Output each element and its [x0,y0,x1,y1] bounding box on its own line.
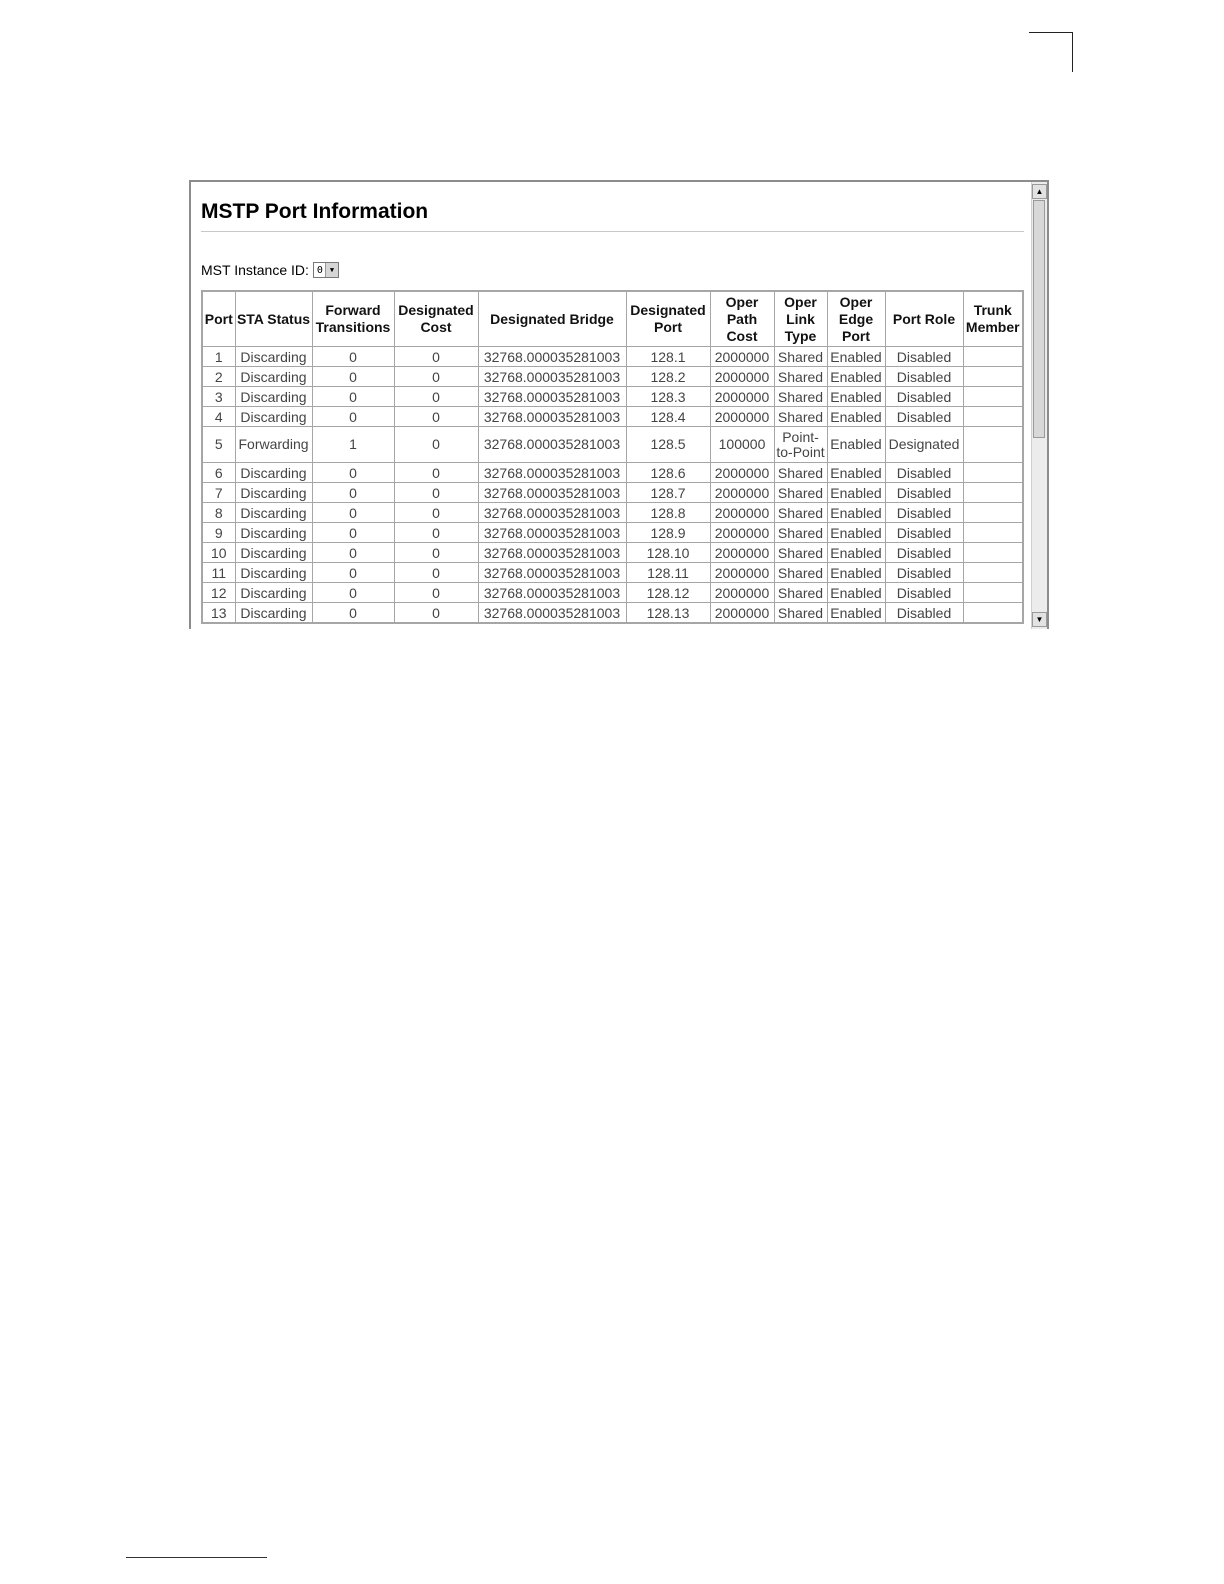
table-cell: Disabled [885,367,963,387]
title-divider [201,231,1024,232]
table-row [202,543,1023,563]
column-header: Oper Link Type [774,291,827,347]
table-row [202,563,1023,583]
table-cell: Discarding [235,563,312,583]
column-header: Port Role [885,291,963,347]
table-cell: 0 [394,407,478,427]
table-cell: Discarding [235,523,312,543]
table-cell: Discarding [235,483,312,503]
table-cell: Disabled [885,483,963,503]
table-cell: 2000000 [710,583,774,603]
table-cell: Designated [885,427,963,463]
table-cell: 0 [312,563,394,583]
table-cell: Enabled [827,543,885,563]
table-cell: Enabled [827,503,885,523]
table-cell: Enabled [827,407,885,427]
table-cell: 2000000 [710,523,774,543]
table-cell: Disabled [885,503,963,523]
table-cell: 6 [202,463,235,483]
table-cell [963,583,1023,603]
instance-select[interactable] [313,262,339,278]
table-cell: 0 [312,483,394,503]
table-cell: 0 [312,463,394,483]
mstp-port-window [189,180,1049,629]
instance-select-value: 0 [316,264,323,276]
table-cell: Discarding [235,583,312,603]
table-cell: 32768.000035281003 [478,603,626,624]
table-cell: 0 [394,543,478,563]
table-cell: 128.13 [626,603,710,624]
table-cell [963,603,1023,624]
table-cell: Shared [774,583,827,603]
table-cell: 2000000 [710,603,774,624]
table-cell [963,387,1023,407]
table-cell: 0 [312,543,394,563]
table-row [202,367,1023,387]
table-cell: 2000000 [710,543,774,563]
table-cell: 0 [312,387,394,407]
table-cell: 100000 [710,427,774,463]
arrow-down-icon[interactable]: ▼ [1032,612,1047,627]
table-cell [963,523,1023,543]
table-cell: Disabled [885,543,963,563]
table-cell: 32768.000035281003 [478,563,626,583]
table-cell: Forwarding [235,427,312,463]
table-cell: Shared [774,463,827,483]
table-row [202,483,1023,503]
table-row [202,503,1023,523]
table-cell: 13 [202,603,235,624]
table-cell [963,563,1023,583]
table-cell: 32768.000035281003 [478,427,626,463]
table-cell: 0 [312,367,394,387]
table-cell: Disabled [885,387,963,407]
table-cell: Enabled [827,583,885,603]
table-cell: Enabled [827,387,885,407]
table-cell: 0 [394,347,478,367]
table-cell: 2000000 [710,407,774,427]
table-cell: 32768.000035281003 [478,543,626,563]
table-cell: 32768.000035281003 [478,583,626,603]
table-cell: Enabled [827,563,885,583]
table-cell: Enabled [827,427,885,463]
table-cell: 5 [202,427,235,463]
arrow-up-icon[interactable]: ▲ [1032,184,1047,199]
table-cell: 32768.000035281003 [478,407,626,427]
table-row [202,583,1023,603]
table-cell: Discarding [235,543,312,563]
table-cell: 0 [312,347,394,367]
table-row [202,603,1023,624]
table-cell: 4 [202,407,235,427]
table-cell: 2000000 [710,367,774,387]
table-cell: 128.5 [626,427,710,463]
table-cell: Disabled [885,523,963,543]
table-cell: Enabled [827,603,885,624]
table-cell: Disabled [885,347,963,367]
table-row [202,427,1023,463]
table-cell: 128.1 [626,347,710,367]
corner-crop-mark [1029,32,1073,72]
table-cell: 2000000 [710,347,774,367]
footer-rule [126,1557,267,1558]
scrollbar-thumb[interactable] [1033,200,1045,438]
table-cell: Shared [774,563,827,583]
table-cell: Shared [774,503,827,523]
table-cell: 128.11 [626,563,710,583]
table-cell: 128.12 [626,583,710,603]
table-cell: Shared [774,407,827,427]
column-header: Forward Transitions [312,291,394,347]
table-cell [963,347,1023,367]
main-content [201,182,1026,624]
table-cell: Disabled [885,603,963,624]
table-cell: Shared [774,387,827,407]
table-cell: Disabled [885,563,963,583]
table-cell: 0 [312,583,394,603]
table-cell: 32768.000035281003 [478,503,626,523]
table-cell: Discarding [235,503,312,523]
table-cell: Enabled [827,347,885,367]
table-cell: Disabled [885,583,963,603]
table-cell: 8 [202,503,235,523]
table-cell: 128.3 [626,387,710,407]
table-cell: Discarding [235,387,312,407]
table-cell: 9 [202,523,235,543]
table-cell: 0 [394,563,478,583]
page-title: MSTP Port Information [201,200,429,223]
table-cell [963,543,1023,563]
table-cell [963,367,1023,387]
table-cell: 128.4 [626,407,710,427]
table-cell: 12 [202,583,235,603]
table-cell: 1 [202,347,235,367]
table-cell: 1 [312,427,394,463]
column-header: Oper Path Cost [710,291,774,347]
instance-label: MST Instance ID: [201,262,309,278]
table-cell: 0 [394,483,478,503]
table-cell: 128.8 [626,503,710,523]
table-cell: Disabled [885,407,963,427]
table-cell: Enabled [827,367,885,387]
table-cell: 32768.000035281003 [478,523,626,543]
table-cell: Disabled [885,463,963,483]
table-cell: 0 [312,407,394,427]
table-cell: 0 [394,583,478,603]
table-cell: Discarding [235,347,312,367]
table-cell: Point-to-Point [774,427,827,463]
column-header: STA Status [235,291,312,347]
table-cell: 2000000 [710,483,774,503]
table-cell: 0 [394,463,478,483]
table-cell: Enabled [827,523,885,543]
table-cell: Shared [774,523,827,543]
table-cell: Discarding [235,463,312,483]
table-body [202,347,1023,624]
table-cell: 128.2 [626,367,710,387]
table-cell: 0 [312,603,394,624]
instance-row [201,260,1026,280]
vertical-scrollbar[interactable] [1031,182,1047,629]
table-row [202,347,1023,367]
table-cell: Shared [774,347,827,367]
table-row [202,463,1023,483]
table-cell: 128.9 [626,523,710,543]
table-cell: 2 [202,367,235,387]
table-cell: 11 [202,563,235,583]
column-header: Oper Edge Port [827,291,885,347]
table-cell [963,407,1023,427]
mstp-port-table [201,290,1024,624]
table-header-row [202,291,1023,347]
table-cell: 128.10 [626,543,710,563]
table-cell: 0 [394,523,478,543]
chevron-down-icon[interactable]: ▼ [325,263,338,277]
table-cell: 32768.000035281003 [478,387,626,407]
table-cell: 2000000 [710,563,774,583]
table-row [202,407,1023,427]
table-cell: 128.6 [626,463,710,483]
table-cell: 0 [394,503,478,523]
table-cell [963,503,1023,523]
table-cell [963,427,1023,463]
table-cell: 7 [202,483,235,503]
table-row [202,523,1023,543]
table-cell: Enabled [827,483,885,503]
table-cell: 0 [394,603,478,624]
table-cell: 32768.000035281003 [478,347,626,367]
table-cell: Enabled [827,463,885,483]
table-cell: Discarding [235,367,312,387]
table-cell: 0 [312,523,394,543]
column-header: Designated Cost [394,291,478,347]
table-cell [963,483,1023,503]
table-cell: 0 [394,427,478,463]
column-header: Trunk Member [963,291,1023,347]
table-cell: Discarding [235,603,312,624]
table-cell: 0 [394,367,478,387]
table-cell: 32768.000035281003 [478,483,626,503]
table-cell: 32768.000035281003 [478,367,626,387]
column-header: Designated Bridge [478,291,626,347]
column-header: Port [202,291,235,347]
table-cell: 0 [312,503,394,523]
table-cell: 32768.000035281003 [478,463,626,483]
table-cell: 0 [394,387,478,407]
table-cell: Shared [774,367,827,387]
table-cell: 3 [202,387,235,407]
table-cell: 10 [202,543,235,563]
table-cell: 128.7 [626,483,710,503]
table-cell: Shared [774,483,827,503]
table-cell: Discarding [235,407,312,427]
table-row [202,387,1023,407]
table-cell [963,463,1023,483]
table-cell: 2000000 [710,503,774,523]
table-cell: 2000000 [710,463,774,483]
table-cell: Shared [774,603,827,624]
table-cell: Shared [774,543,827,563]
table-cell: 2000000 [710,387,774,407]
column-header: Designated Port [626,291,710,347]
